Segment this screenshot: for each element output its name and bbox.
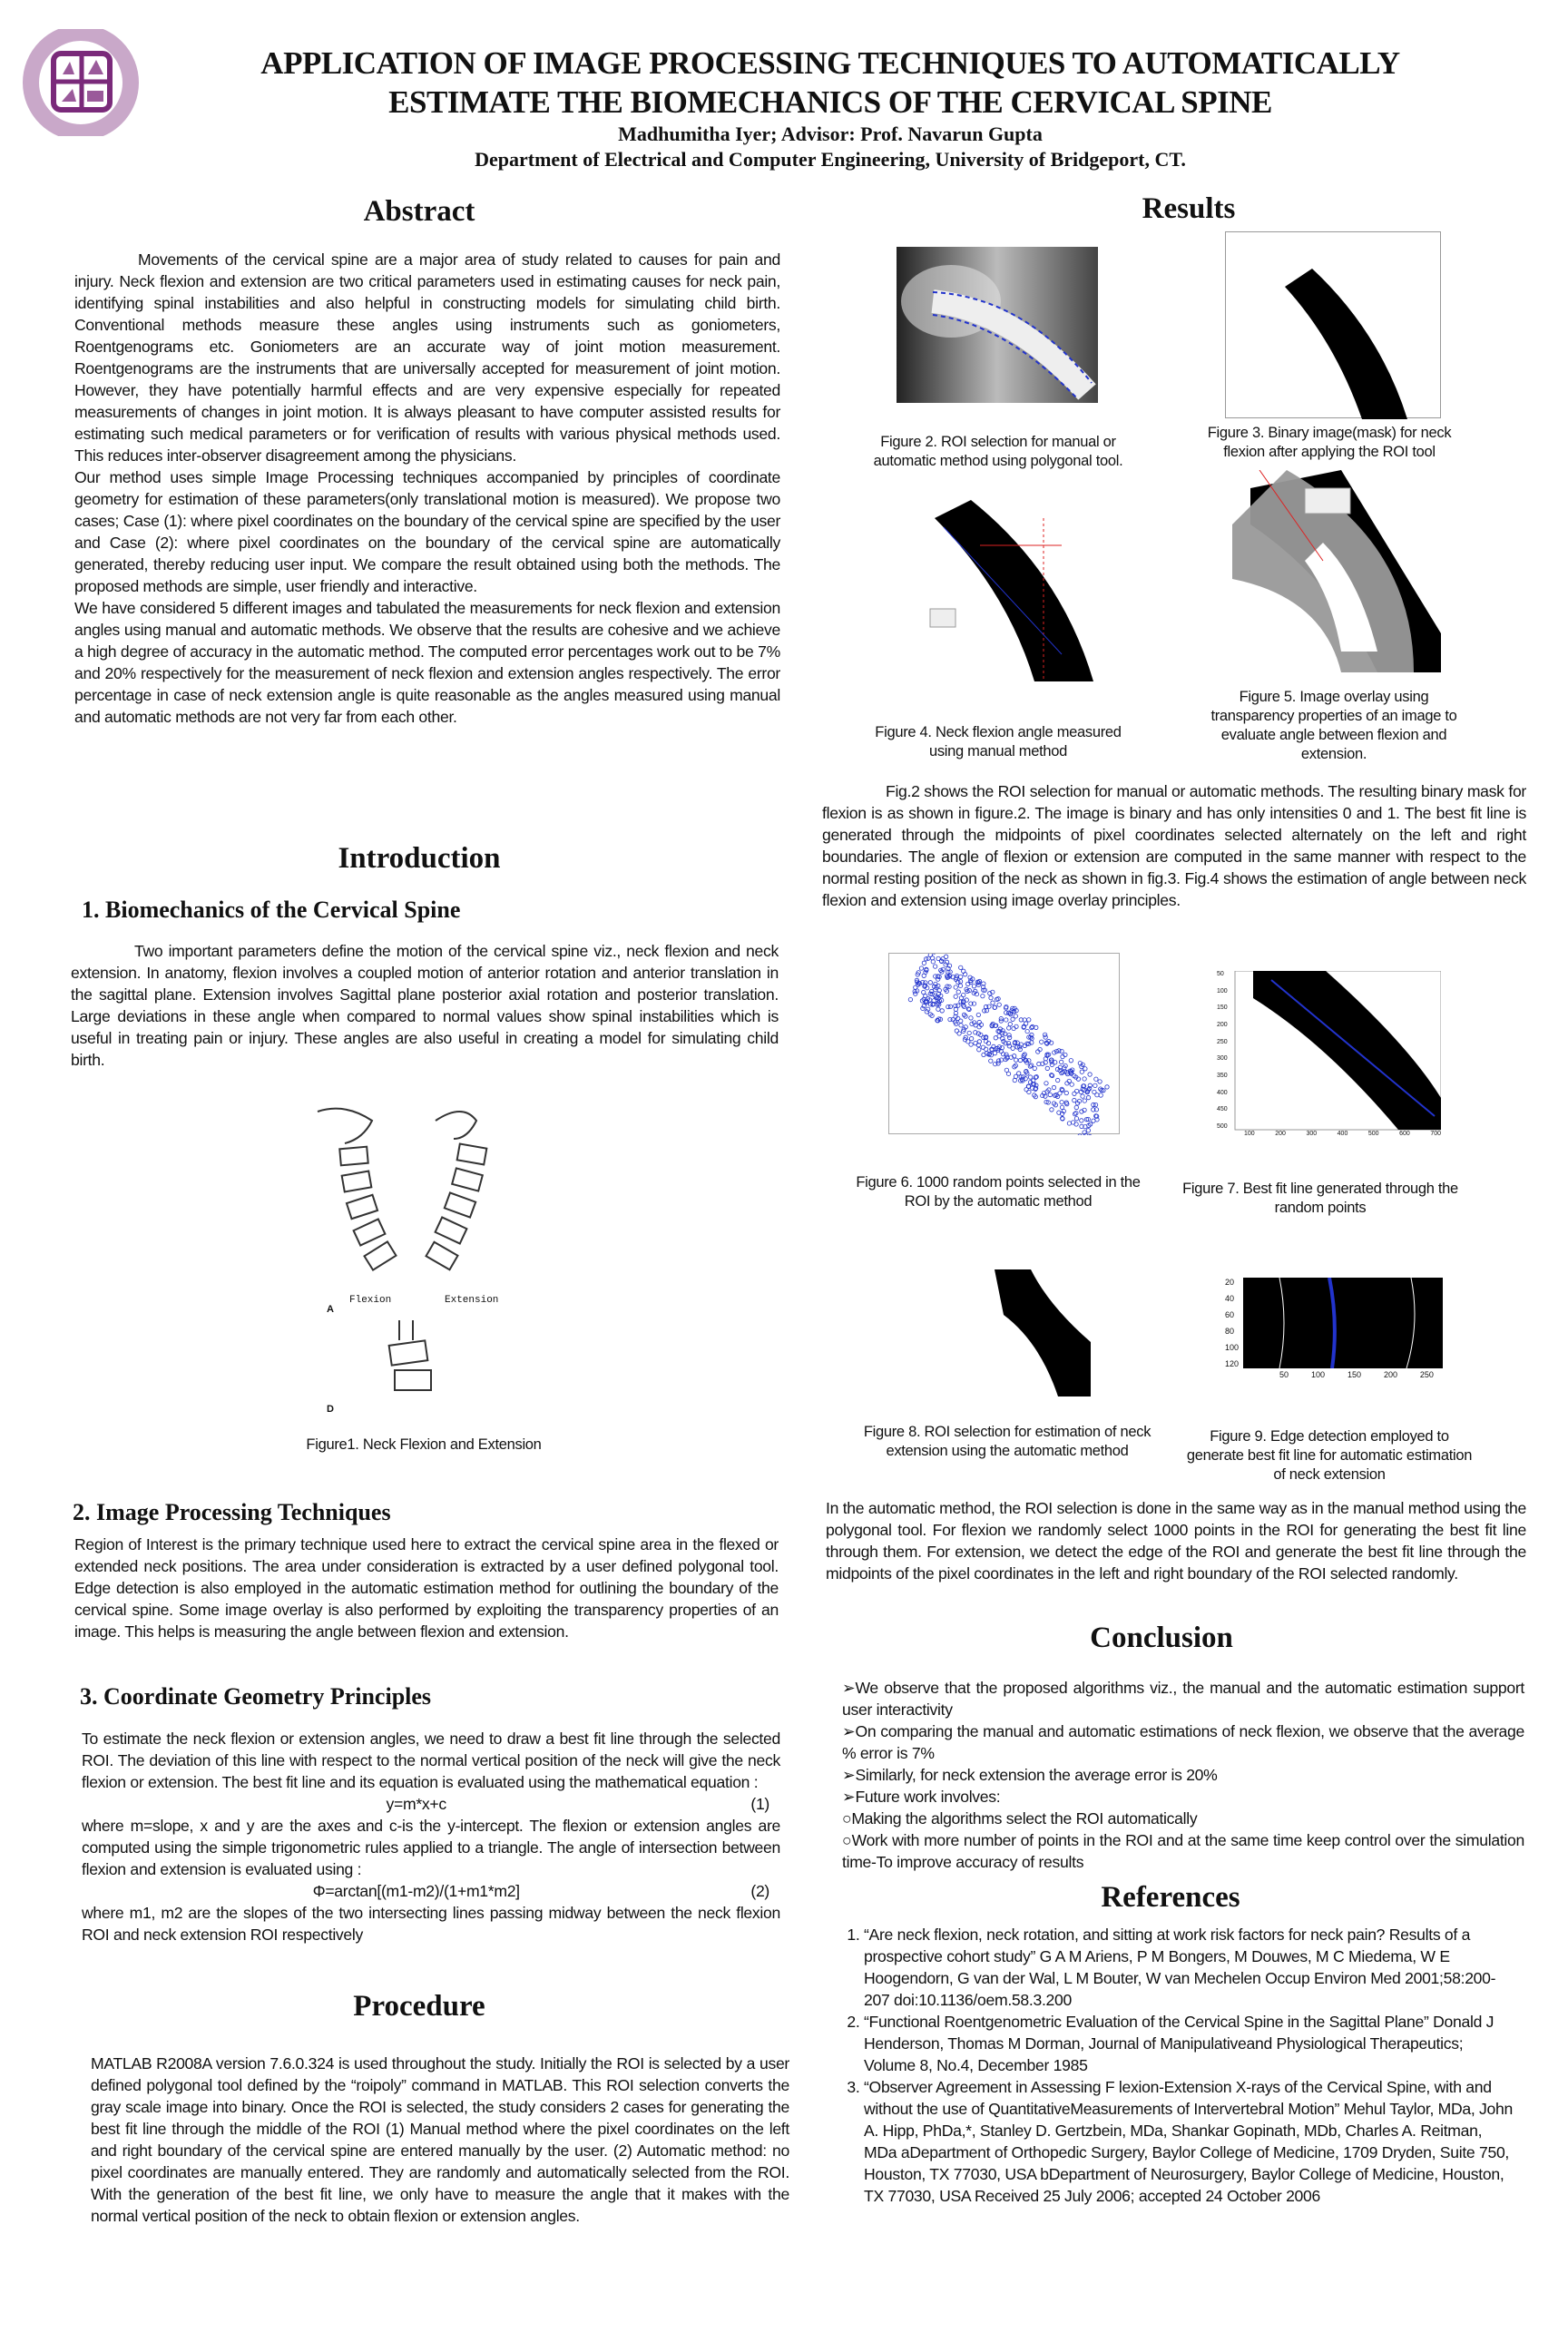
random-point [1060,1105,1063,1109]
section-3-text [82,1728,780,1945]
extension-label: Extension [445,1295,499,1306]
random-point [1013,1078,1016,1082]
conclusion-item: ➢On comparing the manual and automatic estimations of neck flexion, we observe that the average % error is 7% [842,1722,1524,1762]
random-point [984,1047,987,1051]
fig7-y-tick: 250 [1217,1038,1228,1045]
abstract-text [74,249,780,728]
figure-1-spine-drawing [309,1102,544,1420]
fig7-x-tick: 700 [1430,1131,1441,1137]
random-point [936,956,940,960]
figure-5-caption: Figure 5. Image overlay using transparency properties of an image to evaluate angle between flexion and extension. [1210,689,1457,762]
random-point [957,1032,961,1035]
random-point [1014,1074,1017,1078]
equation-1-number: (1) [750,1795,769,1813]
random-point [1025,1029,1029,1033]
random-point [1053,1051,1056,1054]
random-point [1014,1058,1017,1062]
fig9-x-tick: 200 [1383,1370,1397,1379]
fig7-y-tick: 350 [1217,1072,1228,1079]
random-point [1088,1073,1092,1076]
panel-a-label: A [327,1304,334,1315]
random-point [994,1036,997,1040]
random-point [1073,1112,1076,1115]
conclusion-item: ○Work with more number of points in the ROI and at the same time keep control over the simulation time-To improve accuracy of results [842,1831,1524,1871]
random-point [967,1031,971,1034]
random-point [948,1017,952,1021]
fig7-y-tick: 300 [1217,1055,1228,1063]
abstract-paragraph: Movements of the cervical spine are a major area of study related to causes for pain and injury. Neck flexion and extension are two critical parameters used in estimating causes for neck pain, identifying spinal instabilities and also helpful in constructing models for simulating child birth. Conventional methods measure these angles using instruments such as goniometers, Roentgenograms etc. Goniometers are an accurate way of joint motion measurement. Roentgenograms are the instruments that are universally accepted for measurement of joint motion. However, they have potentially harmful effects and are very expensive especially for repeated measurements of changes in joint motion. It is always pleasant to have computer assisted results for estimating such medical parameters or for verification of results with various physical methods used. This reduces inter-observer disagreement among the physicians. [74,250,780,465]
random-point [1052,1085,1055,1089]
random-point [1027,1018,1031,1022]
random-point [922,990,926,994]
random-point [1018,1058,1022,1062]
figure-5-image-overlay [1232,470,1441,672]
random-point [1073,1092,1076,1095]
figure-3-binary-mask [1225,231,1441,418]
random-point [956,990,960,994]
random-point [1004,1018,1008,1022]
fig9-x-tick: 250 [1419,1370,1434,1379]
poster-title-line1: APPLICATION OF IMAGE PROCESSING TECHNIQUES TO AUTOMATICALLY [260,45,1400,81]
figure-2-caption: Figure 2. ROI selection for manual or automatic method using polygonal tool. [873,434,1123,469]
section-3-paragraph: To estimate the neck flexion or extension angles, we need to draw a best fit line through the selected ROI. The deviation of this line with respect to the normal vertical position of the neck will give the neck flexion or extension. The best fit line and its equation is evaluated using the mathematical equation : [82,1730,780,1791]
random-point [995,997,998,1001]
random-point [959,965,963,969]
figure-7-best-fit-line [1217,971,1441,1142]
random-point [1060,1049,1063,1053]
abstract-paragraph: Our method uses simple Image Processing techniques accompanied by principles of coordinate geometry for estimation of these parameters(only translational motion is measured). We propose two cases; Case (1): where pixel coordinates on the boundary of the cervical spine are specified by the user and Case (2): where pixel coordinates on the boundary of the cervical spine are automatically generated, thereby reducing user input. We compare the result obtained using both the methods. The proposed methods are simple, user friendly and interactive. [74,468,780,595]
conclusion-list [842,1677,1524,1873]
random-point [1050,1108,1054,1112]
random-point [1059,1060,1063,1063]
random-point [956,1004,960,1007]
section-3-paragraph: where m=slope, x and y are the axes and c-is the y-intercept. The flexion or extension angles are computed using the simple trigonometric rules applied to a triangle. The angle of intersection between flexion and extension is evaluated using : [82,1817,780,1878]
figure-6-caption: Figure 6. 1000 random points selected in the ROI by the automatic method [856,1174,1141,1210]
random-point [997,1003,1001,1006]
section-3-heading: 3. Coordinate Geometry Principles [80,1683,432,1710]
equation-2-formula: Φ=arctan[(m1-m2)/(1+m1*m2] [312,1882,520,1900]
random-point [1098,1080,1102,1083]
fig7-y-tick: 450 [1217,1106,1228,1113]
fig7-x-tick: 500 [1367,1131,1379,1137]
random-point [1070,1083,1073,1086]
results-paragraph-1 [822,780,1526,911]
random-point [958,984,962,987]
conclusion-heading: Conclusion [1090,1622,1233,1654]
random-point [1007,1026,1011,1030]
procedure-heading: Procedure [353,1990,485,2023]
random-point [936,1007,940,1011]
random-point [1074,1122,1078,1126]
figure-4-flexion-angle [926,500,1098,681]
section-1-text [71,940,779,1071]
fig9-y-tick: 20 [1225,1278,1235,1287]
random-point [1080,1119,1083,1122]
flexion-label: Flexion [349,1295,392,1306]
equation-2 [82,1880,780,1902]
random-point [969,1043,973,1046]
section-2-text: Region of Interest is the primary technique used here to extract the cervical spine area in the flexed or extended neck positions. The area under consideration is extracted by a user defined polygonal tool. Edge detection is also employed in the automatic estimation method for outlining the boundary of the cervical spine. Some image overlay is also performed by exploiting the transparency properties of an image. This helps is measuring the angle between flexion and extension. [74,1535,779,1641]
random-point [940,1009,944,1013]
fig7-y-tick: 400 [1217,1089,1228,1096]
random-point [974,1041,977,1044]
conclusion-item: ○Making the algorithms select the ROI automatically [842,1809,1198,1828]
random-point [1044,1082,1048,1085]
random-point [1033,1066,1036,1070]
random-point [981,994,985,997]
random-point [1088,1134,1092,1135]
figure-7-caption: Figure 7. Best fit line generated through the random points [1182,1181,1458,1216]
random-point [989,995,993,999]
results-paragraph-2: In the automatic method, the ROI selection is done in the same way as in the manual method using the polygonal tool. For flexion we randomly select 1000 points in the ROI for generating the best fit line through them. For extension, we detect the edge of the ROI and generate the best fit line through the midpoints of the pixel coordinates in the left and right boundary of the ROI selected randomly. [826,1499,1526,1583]
section-1-heading: 1. Biomechanics of the Cervical Spine [82,897,461,923]
random-point [1003,1032,1006,1035]
random-point [1080,1070,1083,1073]
fig9-y-tick: 120 [1225,1359,1240,1368]
random-point [1086,1095,1090,1099]
random-point [928,981,932,985]
fig9-y-tick: 60 [1225,1310,1235,1319]
figure-4-caption: Figure 4. Neck flexion angle measured using manual method [875,724,1122,760]
authors: Madhumitha Iyer; Advisor: Prof. Navarun Gupta [618,122,1043,145]
random-point [1074,1117,1078,1121]
figure-6-random-points [888,953,1120,1134]
random-point [1086,1129,1090,1132]
random-point [1074,1105,1078,1109]
random-point [985,1008,988,1012]
random-point [931,960,935,964]
abstract-heading: Abstract [363,195,475,228]
random-point [1014,1014,1017,1018]
random-point [1099,1093,1102,1097]
fig9-y-tick: 80 [1225,1327,1235,1336]
introduction-heading: Introduction [338,842,501,875]
random-point [959,1024,963,1027]
fig7-y-tick: 50 [1217,971,1224,977]
fig7-x-tick: 300 [1306,1131,1318,1137]
figure-9-edge-detection [1225,1278,1443,1379]
random-point [1083,1077,1086,1081]
random-point [1083,1099,1086,1102]
random-point [944,955,947,958]
random-point [1069,1059,1073,1063]
fig7-x-tick: 400 [1337,1131,1348,1137]
random-point [1029,1063,1033,1067]
university-logo [20,29,142,136]
references-list [826,1924,1515,2207]
equation-2-number: (2) [750,1882,769,1900]
fig9-x-tick: 50 [1279,1370,1289,1379]
random-point [1060,1100,1063,1103]
panel-d-label: D [327,1404,334,1415]
random-point [1007,1044,1011,1048]
section-1-paragraph: Two important parameters define the motion of the cervical spine viz., neck flexion and neck extension. In anatomy, flexion involves a coupled motion of anterior rotation and anterior translation in the sagittal plane. Extension involves Sagittal plane posterior axial rotation and posterior translation. Large deviations in these angle when compared to normal values show spinal instabilities which is useful in treating pain or injury. These angles are also useful in creating a model for simulating child birth. [71,942,779,1069]
random-point [996,1059,1000,1063]
random-point [1093,1090,1096,1093]
results-heading: Results [1142,192,1236,225]
random-point [1094,1077,1098,1081]
fig9-y-tick: 100 [1225,1343,1240,1352]
random-point [961,1004,965,1007]
random-point [1057,1049,1061,1053]
reference-item: 3. “Observer Agreement in Assessing F lexion-Extension X-rays of the Cervical Spine, with and without the use of QuantitativeMeasurements of Intervertebral Motion” Mehul Taylor, MDa, John A. Hipp, PhDa,*, Stanley D. Gertzbein, MDa, Shankar Gopinath, MDb, Charles A. Reitman, MDa aDepartment of Orthopedic Surgery, Baylor College of Medicine, 1709 Dryden, Suite 750, Houston, TX 77030, USA bDepartment of Neurosurgery, Baylor College of Medicine, Houston, TX 77030, USA Received 25 July 2006; accepted 24 October 2006 [864,2076,1515,2207]
random-point [1092,1102,1095,1106]
random-point [993,1051,996,1054]
random-point [948,1004,952,1008]
random-point [963,973,966,976]
random-point [1044,1035,1047,1039]
random-point [970,1022,974,1025]
fig7-x-tick: 100 [1244,1131,1255,1137]
fig9-x-tick: 100 [1310,1370,1325,1379]
random-point [908,997,912,1001]
random-point [972,985,975,988]
random-point [1055,1078,1059,1082]
abstract-paragraph: We have considered 5 different images and tabulated the measurements for neck flexion and extension angles using manual and automatic methods. We observe that the results are cohesive and we achieve a high degree of accuracy in the automatic method. The computed error percentages work out to be 7% and 20% respectively for the measurement of neck flexion and extension angles respectively. The error percentage in case of neck extension angle is quite reasonable as the angles measured using manual and automatic methods are not very far from each other. [74,599,780,726]
reference-item: 2. “Functional Roentgenometric Evaluation of the Cervical Spine in the Sagittal Plane” Donald J Henderson, Thomas M Dorman, Journal of Manipulativeand Physiological Therapeutics; Volume 8, No.4, December 1985 [864,2011,1515,2076]
random-point [1008,1022,1012,1025]
random-point [991,1001,995,1004]
random-point [969,1016,973,1020]
fig9-x-tick: 150 [1347,1370,1361,1379]
section-2-heading: 2. Image Processing Techniques [73,1499,391,1525]
random-point [919,966,923,970]
random-point [1028,1075,1032,1079]
random-point [1027,1090,1031,1093]
random-point [977,1048,981,1052]
random-point [976,1013,980,1016]
affiliation: Department of Electrical and Computer Engineering, University of Bridgeport, CT. [475,148,1186,171]
random-point [1007,1035,1011,1039]
random-point [1048,1093,1052,1096]
random-point [982,1053,985,1056]
random-point [969,1036,973,1040]
random-point [954,995,957,998]
figure-3-caption: Figure 3. Binary image(mask) for neck flexion after applying the ROI tool [1207,425,1452,460]
random-point [1081,1094,1084,1098]
fig7-y-tick: 200 [1217,1021,1228,1028]
random-point [933,965,936,968]
reference-item: 1. “Are neck flexion, neck rotation, and sitting at work risk factors for neck pain? Results of a prospective cohort study” G A M Ariens, P M Bongers, M Douwes, M C Miedema, W E Hoogendorn, G van der Wal, L M Bouter, W van Mechelen Occup Environ Med 2001;58:200-207 doi:10.1136/oem.58.3.200 [864,1924,1515,2011]
fig7-x-tick: 200 [1275,1131,1286,1137]
random-point [1105,1085,1109,1089]
fig7-x-tick: 600 [1399,1131,1410,1137]
random-point [1064,1091,1068,1094]
random-point [989,1059,993,1063]
random-point [1004,1068,1008,1072]
fig9-y-tick: 40 [1225,1294,1235,1303]
random-point [999,1058,1003,1062]
figure-2-mri-roi [897,247,1098,403]
conclusion-item: ➢Future work involves: [842,1788,1001,1806]
random-point [1067,1122,1071,1125]
figure-8-extension-roi [985,1269,1091,1396]
figure-9-caption: Figure 9. Edge detection employed to generate best fit line for automatic estimation of neck extension [1186,1428,1473,1483]
conclusion-item: ➢Similarly, for neck extension the average error is 20% [842,1766,1218,1784]
results-paragraph-1-text: Fig.2 shows the ROI selection for manual or automatic methods. The resulting binary mask for flexion is as shown in figure.2. The image is binary and has only intensities 0 and 1. The best fit line is generated through the midpoints of pixel coordinates selected alternately on the left and right boundaries. The angle of flexion or extension are computed in the same manner with respect to the normal resting position of the neck as shown in fig.3. Fig.4 shows the estimation of angle between neck flexion and extension using image overlay principles. [822,782,1526,909]
conclusion-item: ➢We observe that the proposed algorithms viz., the manual and the automatic estimation support user interactivity [842,1679,1524,1719]
fig7-y-tick: 100 [1217,987,1228,995]
random-point [1045,1066,1049,1070]
random-point [1040,1040,1044,1044]
random-point [956,980,960,984]
section-3-paragraph: where m1, m2 are the slopes of the two intersecting lines passing midway between the neck flexion ROI and neck extension ROI respectively [82,1904,780,1944]
random-point [922,961,926,965]
random-point [1073,1098,1076,1102]
equation-1 [82,1793,780,1815]
fig7-y-tick: 150 [1217,1004,1228,1012]
random-point [954,985,957,989]
random-point [1093,1083,1097,1087]
poster-title-line2: ESTIMATE THE BIOMECHANICS OF THE CERVICAL SPINE [388,84,1272,120]
random-point [959,975,963,978]
random-point [1015,1045,1019,1049]
equation-1-formula: y=m*x+c [386,1795,446,1813]
procedure-text: MATLAB R2008A version 7.6.0.324 is used throughout the study. Initially the ROI is selected by a user defined polygonal tool defined by the “roipoly” command in MATLAB. This ROI selection converts the gray scale image into binary. Once the ROI is selected, the study considers 2 cases for generating the best fit line through the middle of the ROI (1) Manual method where the pixel coordinates on the left and right boundary of the cervical spine are entered manually by the user. (2) Automatic method: no pixel coordinates are manually entered. They are randomly and automatically selected from the ROI. With the generation of the best fit line, we only have to measure the angle that it makes with the normal vertical position of the neck to obtain flexion or extension angles. [91,2054,789,2225]
figure-8-caption: Figure 8. ROI selection for estimation of neck extension using the automatic method [863,1424,1152,1459]
random-point [1078,1134,1082,1135]
references-heading: References [1101,1881,1240,1914]
random-point [928,954,932,957]
random-point [964,1035,967,1039]
fig7-y-tick: 500 [1217,1122,1228,1130]
figure-1-caption: Figure1. Neck Flexion and Extension [306,1436,542,1453]
